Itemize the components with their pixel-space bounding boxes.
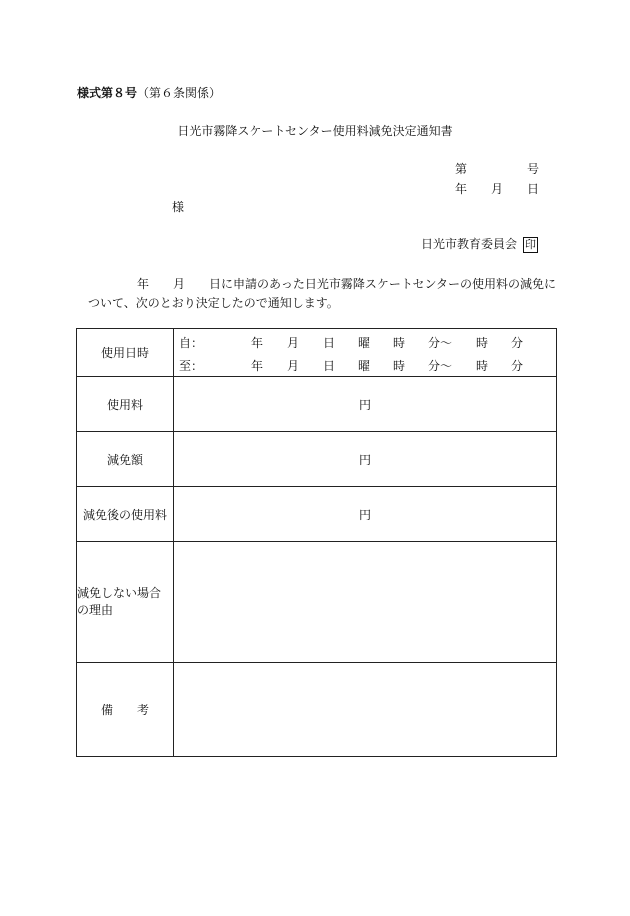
from-label: 自： [179,335,204,350]
dt-unit: 曜 [358,335,371,350]
addressee-suffix: 様 [172,200,185,214]
body-text-line1 [137,275,556,292]
dt-unit: 日 [323,358,336,373]
body-text-line2: ついて、次のとおり決定したので通知します。 [88,296,339,310]
after-reduction-row [77,487,557,542]
dt-unit: 曜 [358,358,371,373]
from-datetime [174,330,556,353]
document-title: 日光市霧降スケートセンター使用料減免決定通知書 [177,124,453,138]
dt-unit: 年 [251,358,264,373]
dt-unit: 分〜 [428,358,453,373]
remarks-label: 備 考 [77,663,174,757]
to-label: 至： [179,358,204,373]
form-article-ref: （第６条関係） [137,86,222,100]
body-year: 年 [137,277,150,291]
dt-unit: 時 [476,358,489,373]
notice-table [76,328,557,757]
dt-unit: 時 [393,335,406,350]
fee-row [77,377,557,432]
reason-label-line2: の理由 [77,603,114,617]
form-number-value: ８号 [113,86,138,100]
to-datetime [174,353,556,376]
seal-mark: 印 [525,238,537,251]
body-line1-rest: 日に申請のあった日光市霧降スケートセンターの使用料の減免に [209,277,557,291]
issuer [421,235,538,253]
reduction-row [77,432,557,487]
after-reduction-label: 減免後の使用料 [77,487,174,542]
dt-unit: 分 [511,358,524,373]
dt-unit: 月 [287,335,300,350]
remarks-value [174,663,557,757]
dt-unit: 分 [511,335,524,350]
issuer-name: 日光市教育委員会 [421,237,518,251]
doc-date-day: 日 [527,182,540,196]
dt-unit: 時 [476,335,489,350]
dt-unit: 年 [251,335,264,350]
remarks-row [77,663,557,757]
fee-label: 使用料 [77,377,174,432]
usage-datetime-row [77,329,557,377]
after-reduction-unit: 円 [174,487,557,542]
reason-value [174,542,557,663]
doc-number-go: 号 [527,162,540,176]
reduction-unit: 円 [174,432,557,487]
fee-unit: 円 [174,377,557,432]
dt-unit: 時 [393,358,406,373]
form-number-label [77,84,221,101]
dt-unit: 月 [287,358,300,373]
usage-datetime-value [174,329,557,377]
reduction-label: 減免額 [77,432,174,487]
usage-datetime-label: 使用日時 [77,329,174,377]
reason-row [77,542,557,663]
dt-unit: 日 [323,335,336,350]
doc-date-month: 月 [491,182,504,196]
reason-label-line1: 減免しない場合 [77,586,162,600]
dt-unit: 分〜 [428,335,453,350]
doc-number-dai: 第 [455,162,468,176]
reason-label [77,542,174,663]
doc-date-year: 年 [455,182,468,196]
form-number-prefix: 様式第 [77,86,114,100]
body-month: 月 [173,277,186,291]
